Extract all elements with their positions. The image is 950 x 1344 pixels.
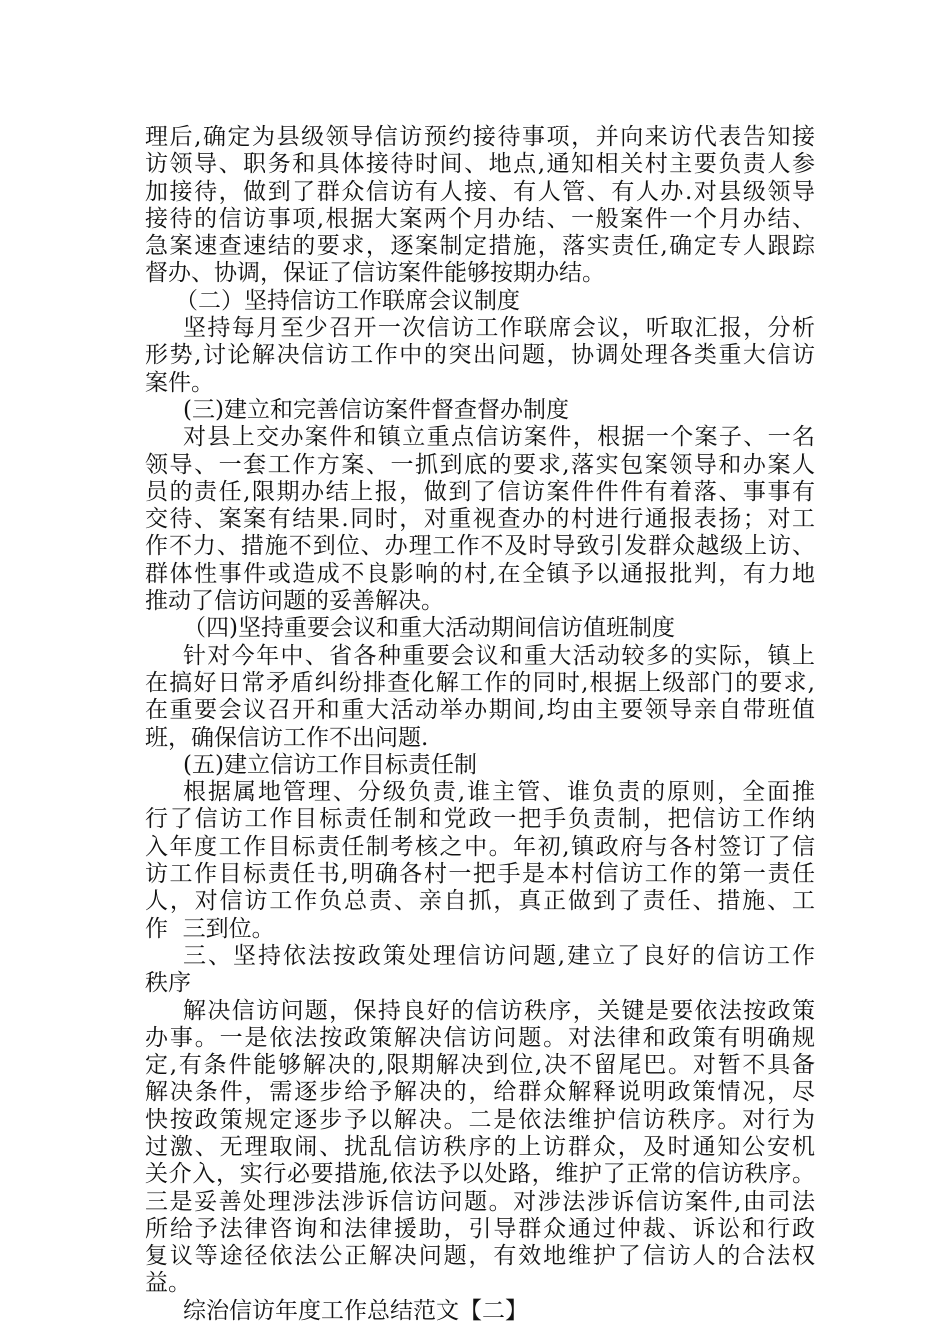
section-heading: (三)建立和完善信访案件督查督办制度 <box>183 396 569 423</box>
section-heading: （二）坚持信访工作联席会议制度 <box>175 287 520 314</box>
text-line: 访领导、职务和具体接待时间、地点,通知相关村主要负责人参 <box>145 151 815 178</box>
section-heading: （四)坚持重要会议和重大活动期间信访值班制度 <box>183 615 675 642</box>
text-line: 推动了信访问题的妥善解决。 <box>145 588 444 615</box>
text-line: 三是妥善处理涉法涉诉信访问题。对涉法涉诉信访案件,由司法 <box>145 1188 815 1215</box>
text-line: 接待的信访事项,根据大案两个月办结、一般案件一个月办结、 <box>145 205 815 232</box>
text-line: 交待、案案有结果.同时，对重视查办的村进行通报表扬；对工 <box>145 506 815 533</box>
text-line: 员的责任,限期办结上报，做到了信访案件件件有着落、事事有 <box>145 478 815 505</box>
text-line: 解决条件，需逐步给予解决的，给群众解释说明政策情况，尽 <box>145 1079 815 1106</box>
text-line: 定,有条件能够解决的,限期解决到位,决不留尾巴。对暂不具备 <box>145 1052 815 1079</box>
text-line: 针对今年中、省各种重要会议和重大活动较多的实际，镇上 <box>183 642 815 669</box>
text-line: 对县上交办案件和镇立重点信访案件，根据一个案子、一名 <box>183 424 815 451</box>
text-line: 加接待，做到了群众信访有人接、有人管、有人办.对县级领导 <box>145 178 815 205</box>
document-body <box>145 124 815 1325</box>
text-line: 理后,确定为县级领导信访预约接待事项，并向来访代表告知接 <box>145 124 815 150</box>
text-line: 益。 <box>145 1270 191 1297</box>
text-line: 领导、一套工作方案、一抓到底的要求,落实包案领导和办案人 <box>145 451 815 478</box>
text-line: 作 三到位。 <box>145 915 275 942</box>
section-heading: (五)建立信访工作目标责任制 <box>183 751 477 778</box>
text-line: 所给予法律咨询和法律援助，引导群众通过仲裁、诉讼和行政 <box>145 1215 815 1242</box>
text-line: 作不力、措施不到位、办理工作不及时导致引发群众越级上访、 <box>145 533 815 560</box>
text-line: 督办、协调，保证了信访案件能够按期办结。 <box>145 260 605 287</box>
text-line: 人，对信访工作负总责、亲自抓，真正做到了责任、措施、工 <box>145 888 815 915</box>
text-line: 快按政策规定逐步予以解决。二是依法维护信访秩序。对行为 <box>145 1106 815 1133</box>
text-line: 办事。一是依法按政策解决信访问题。对法律和政策有明确规 <box>145 1024 815 1051</box>
text-line: 在搞好日常矛盾纠纷排查化解工作的同时,根据上级部门的要求, <box>145 669 815 696</box>
text-line: 复议等途径依法公正解决问题，有效地维护了信访人的合法权 <box>145 1243 815 1270</box>
text-line: 形势,讨论解决信访工作中的突出问题，协调处理各类重大信访 <box>145 342 815 369</box>
document-subtitle: 综治信访年度工作总结范文【二】 <box>183 1297 528 1324</box>
section-heading: 三、坚持依法按政策处理信访问题,建立了良好的信访工作 <box>183 942 815 969</box>
text-line: 在重要会议召开和重大活动举办期间,均由主要领导亲自带班值 <box>145 697 815 724</box>
text-line: 行了信访工作目标责任制和党政一把手负责制，把信访工作纳 <box>145 806 815 833</box>
text-line: 入年度工作目标责任制考核之中。年初,镇政府与各村签订了信 <box>145 833 815 860</box>
text-line: 访工作目标责任书,明确各村一把手是本村信访工作的第一责任 <box>145 861 815 888</box>
text-line: 群体性事件或造成不良影响的村,在全镇予以通报批判，有力地 <box>145 560 815 587</box>
text-line: 过激、无理取闹、扰乱信访秩序的上访群众，及时通知公安机 <box>145 1133 815 1160</box>
text-line: 解决信访问题，保持良好的信访秩序，关键是要依法按政策 <box>183 997 815 1024</box>
text-line: 关介入，实行必要措施,依法予以处路，维护了正常的信访秩序。 <box>145 1161 815 1188</box>
text-line: 案件。 <box>145 369 214 396</box>
section-heading: 秩序 <box>145 970 191 997</box>
text-line: 急案速查速结的要求，逐案制定措施，落实责任,确定专人跟踪 <box>145 233 815 260</box>
text-line: 班，确保信访工作不出问题. <box>145 724 429 751</box>
text-line: 根据属地管理、分级负责,谁主管、谁负责的原则，全面推 <box>183 779 815 806</box>
text-line: 坚持每月至少召开一次信访工作联席会议，听取汇报，分析 <box>183 315 815 342</box>
